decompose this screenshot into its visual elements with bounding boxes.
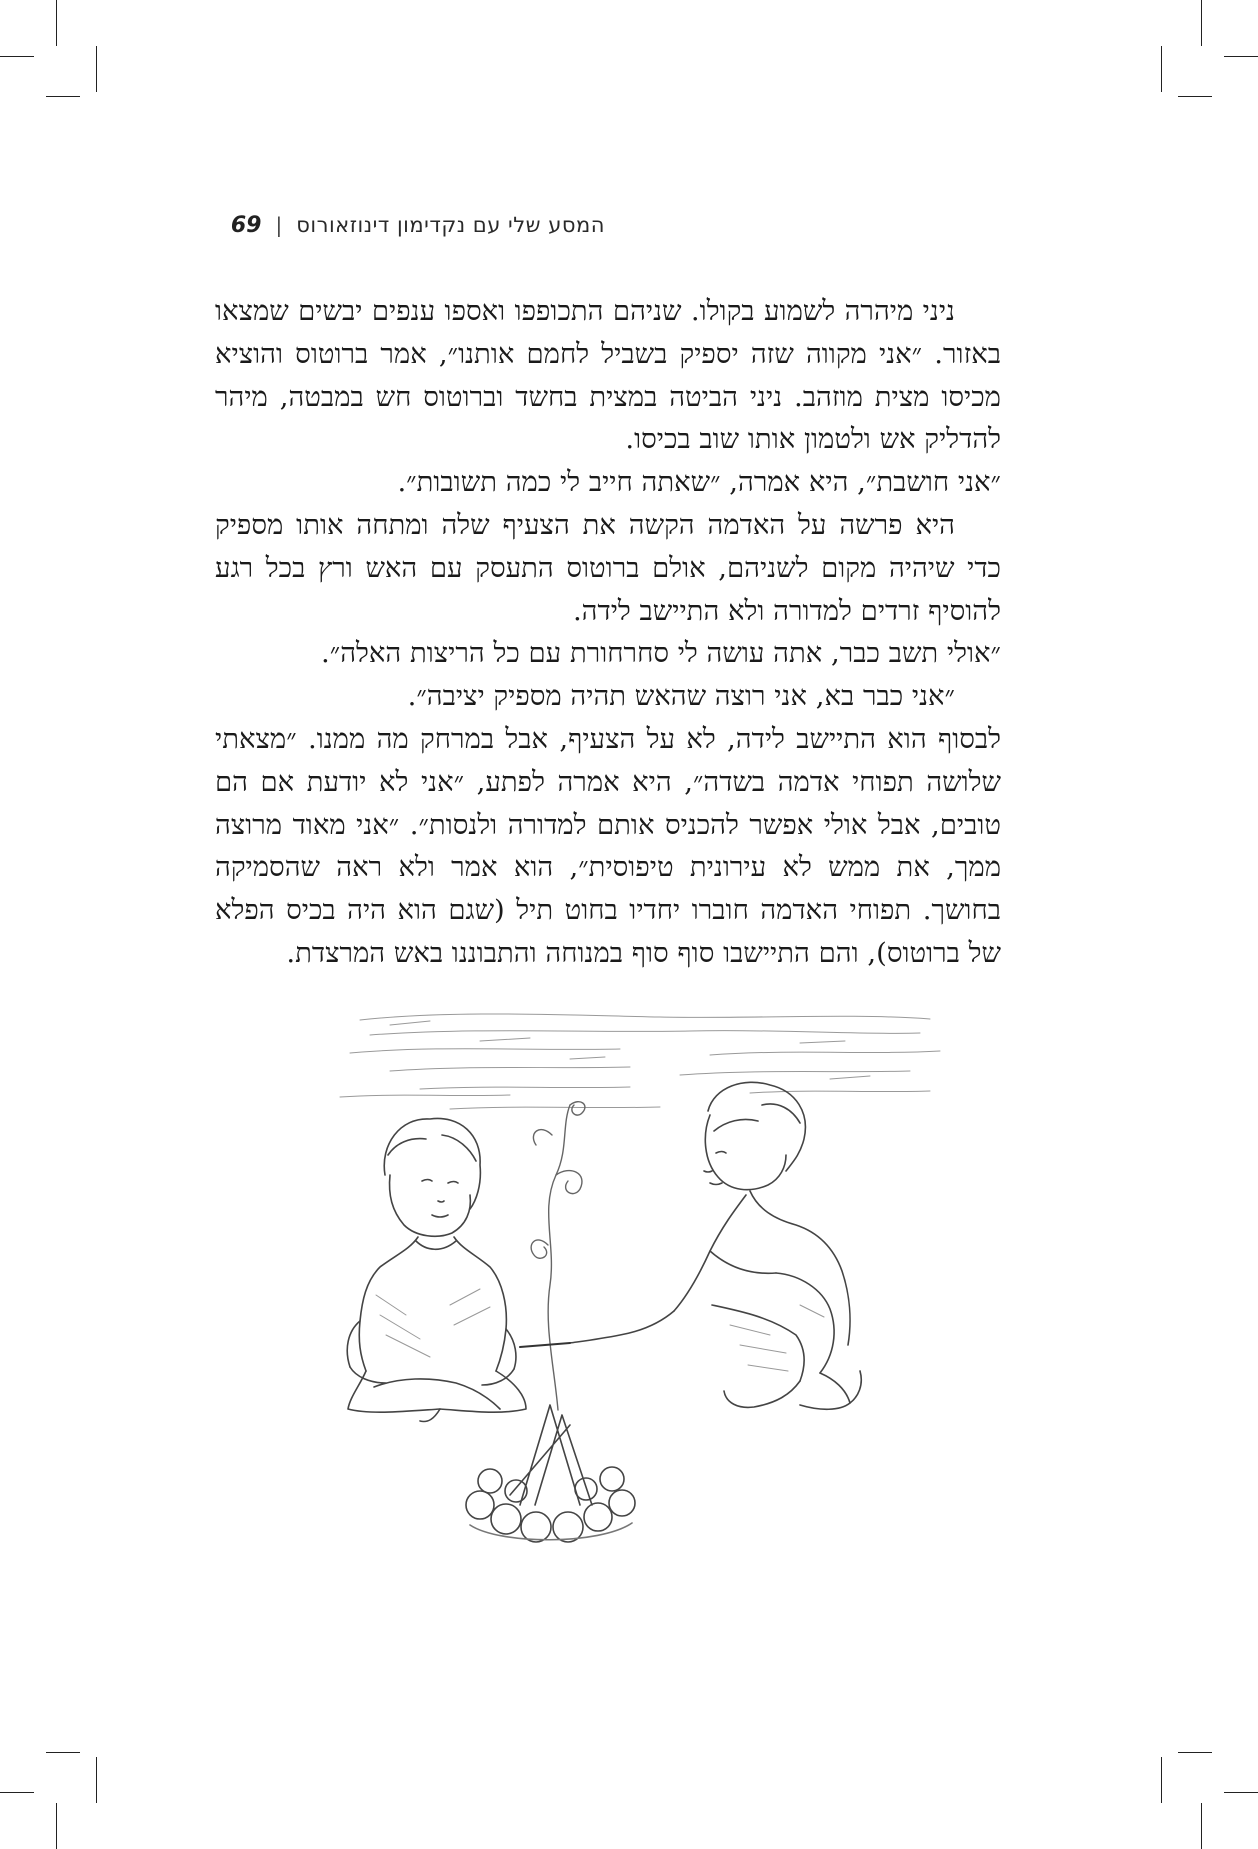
crop-mark — [0, 56, 34, 57]
page-number: 69 — [230, 212, 262, 238]
crop-mark — [1178, 1752, 1212, 1753]
crop-mark — [56, 1803, 57, 1849]
crop-mark — [1224, 56, 1258, 57]
crop-mark — [56, 0, 57, 46]
sky-shading — [340, 1014, 940, 1109]
boy-figure — [520, 1082, 861, 1409]
crop-mark — [1201, 1803, 1202, 1849]
crop-mark — [46, 96, 80, 97]
body-text — [215, 290, 1001, 975]
crop-mark — [96, 1757, 97, 1803]
crop-mark — [1201, 0, 1202, 46]
campfire-illustration — [330, 1005, 950, 1585]
crop-mark — [46, 1752, 80, 1753]
running-header — [215, 208, 605, 242]
running-title: המסע שלי עם נקדימון דינוזאורוס — [296, 213, 605, 237]
crop-mark — [0, 1792, 34, 1793]
paragraph: ״אולי תשב כבר, אתה עושה לי סחרחורת עם כל הריצות האלה״. — [321, 637, 1001, 670]
paragraph: היא פרשה על האדמה הקשה את הצעיף שלה ומתחה אותו מספיק כדי שיהיה מקום לשניהם, אולם ברוטוס התעסק עם האש ורץ בכל רגע להוסיף זרדים למדורה ולא התיישב לידה. — [215, 508, 1001, 627]
paragraph: ניני מיהרה לשמוע בקולו. שניהם התכופפו ואספו ענפים יבשים שמצאו באזור. ״אני מקווה שזה יספיק בשביל לחמם אותנו״, אמר ברוטוס והוציא מכיסו מצית מוזהב. ניני הביטה במצית בחשד וברוטוס חש במבטה, מיהר להדליק אש ולטמון אותו שוב בכיסו. — [215, 295, 1001, 456]
crop-mark — [1224, 1792, 1258, 1793]
crop-mark — [1161, 1757, 1162, 1803]
paragraph: ״אני כבר בא, אני רוצה שהאש תהיה מספיק יציבה״. — [407, 680, 955, 713]
campfire — [466, 1405, 635, 1542]
crop-mark — [1178, 96, 1212, 97]
paragraph: ״אני חושבת״, היא אמרה, ״שאתה חייב לי כמה תשובות״. — [397, 466, 1001, 499]
header-separator: | — [275, 213, 283, 237]
girl-figure — [347, 1118, 526, 1421]
crop-mark — [96, 46, 97, 92]
smoke — [531, 1102, 585, 1410]
crop-mark — [1161, 46, 1162, 92]
paragraph: לבסוף הוא התיישב לידה, לא על הצעיף, אבל במרחק מה ממנו. ״מצאתי שלושה תפוחי אדמה בשדה״, היא אמרה לפתע, ״אני לא יודעת אם הם טובים, אבל אולי אפשר להכניס אותם למדורה ולנסות״. ״אני מאוד מרוצה ממך, את ממש לא עירונית טיפוסית״, הוא אמר ולא ראה שהסמיקה בחושך. תפוחי האדמה חוברו יחדיו בחוט תיל (שגם הוא היה בכיס הפלא של ברוטוס), והם התיישבו סוף סוף במנוחה והתבוננו באש המרצדת. — [215, 722, 1001, 969]
